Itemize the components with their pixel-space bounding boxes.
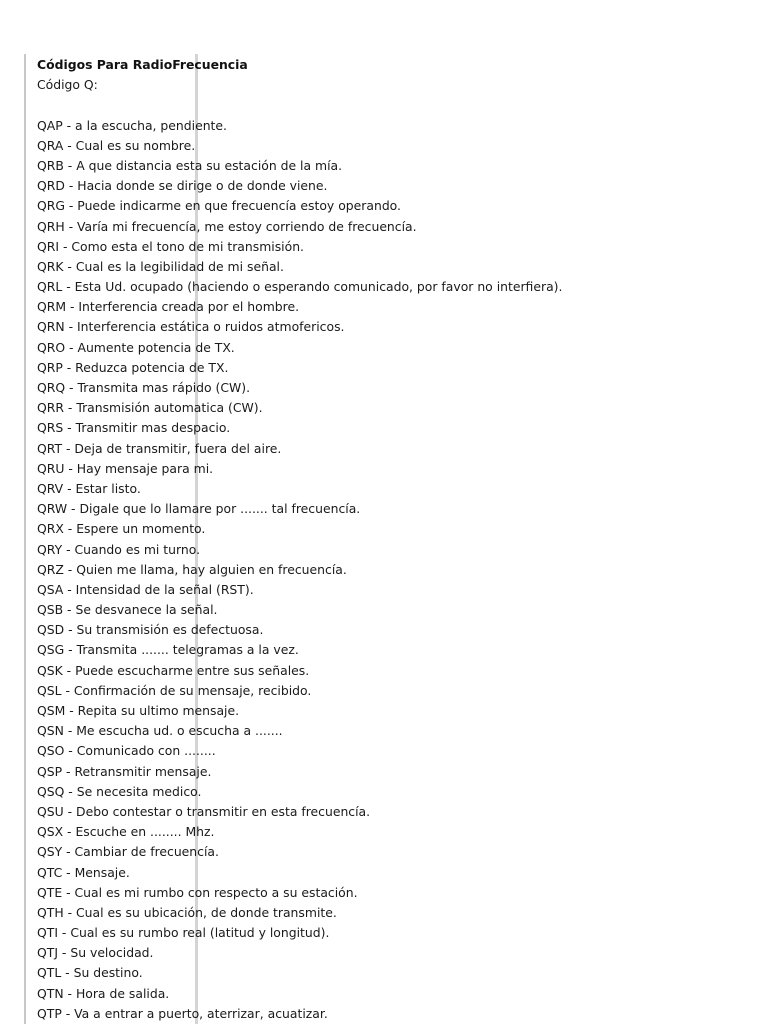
code-item: QTI - Cual es su rumbo real (latitud y longitud). <box>37 925 330 941</box>
code-item: QRN - Interferencia estática o ruidos atmofericos. <box>37 319 345 335</box>
code-item: QSU - Debo contestar o transmitir en esta frecuencía. <box>37 803 371 819</box>
code-item: QRQ - Transmita mas rápido (CW). <box>37 380 251 395</box>
code-item: QRB - A que distancia esta su estación de la mía. <box>37 157 343 173</box>
code-item: QRX - Espere un momento. <box>37 521 206 537</box>
code-item: QSQ - Se necesita medico. <box>37 783 202 799</box>
document-content <box>37 55 737 1024</box>
code-item: QTL - Su destino. <box>37 965 143 981</box>
code-item: QSD - Su transmisión es defectuosa. <box>37 622 264 638</box>
code-item: QSK - Puede escucharme entre sus señales. <box>37 662 310 678</box>
code-item: QRA - Cual es su nombre. <box>37 137 196 153</box>
code-item: QRY - Cuando es mi turno. <box>37 541 201 557</box>
document-title: Códigos Para RadioFrecuencia <box>37 57 248 72</box>
code-item: QRO - Aumente potencia de TX. <box>37 339 235 355</box>
code-item: QTH - Cual es su ubicación, de donde transmite. <box>37 904 337 920</box>
section-subtitle: Código Q: <box>37 77 98 93</box>
code-item: QSB - Se desvanece la señal. <box>37 602 218 618</box>
code-item: QTJ - Su velocidad. <box>37 945 154 961</box>
code-item: QSL - Confirmación de su mensaje, recibido. <box>37 682 312 698</box>
code-item: QRS - Transmitir mas despacio. <box>37 420 231 436</box>
code-item: QSG - Transmita ....... telegramas a la vez. <box>37 642 299 658</box>
code-item: QTN - Hora de salida. <box>37 985 170 1001</box>
code-item: QSA - Intensidad de la señal (RST). <box>37 581 254 597</box>
code-item: QTE - Cual es mi rumbo con respecto a su estación. <box>37 884 358 900</box>
code-item: QSN - Me escucha ud. o escucha a ....... <box>37 723 283 739</box>
code-item: QTC - Mensaje. <box>37 864 130 880</box>
code-item: QSY - Cambiar de frecuencía. <box>37 844 219 860</box>
code-item: QRG - Puede indicarme en que frecuencía estoy operando. <box>37 198 401 214</box>
code-item: QAP - a la escucha, pendiente. <box>37 117 227 133</box>
code-item: QSO - Comunicado con ........ <box>37 743 216 759</box>
code-item: QTP - Va a entrar a puerto, aterrizar, acuatizar. <box>37 1005 328 1021</box>
code-item: QSX - Escuche en ........ Mhz. <box>37 824 215 840</box>
code-item: QRW - Digale que lo llamare por ....... tal frecuencía. <box>37 501 361 517</box>
table-left-border <box>24 54 26 1024</box>
blank-row <box>37 95 737 115</box>
code-item: QRU - Hay mensaje para mi. <box>37 460 214 476</box>
code-list <box>37 116 737 1024</box>
code-item: QRV - Estar listo. <box>37 480 141 496</box>
code-item: QRZ - Quien me llama, hay alguien en frecuencía. <box>37 561 347 577</box>
code-item: QSP - Retransmitir mensaje. <box>37 763 212 779</box>
code-item: QRP - Reduzca potencia de TX. <box>37 359 229 375</box>
code-item: QRM - Interferencia creada por el hombre. <box>37 299 300 315</box>
code-item: QRI - Como esta el tono de mi transmisión. <box>37 238 304 254</box>
code-item: QRL - Esta Ud. ocupado (haciendo o esperando comunicado, por favor no interfiera). <box>37 279 563 295</box>
code-item: QRT - Deja de transmitir, fuera del aire. <box>37 440 282 456</box>
code-item: QRD - Hacia donde se dirige o de donde viene. <box>37 178 328 194</box>
code-item: QRH - Varía mi frecuencía, me estoy corriendo de frecuencía. <box>37 218 417 234</box>
code-item: QRR - Transmisión automatica (CW). <box>37 400 263 416</box>
code-item: QSM - Repita su ultimo mensaje. <box>37 703 240 718</box>
code-item: QRK - Cual es la legibilidad de mi señal. <box>37 258 284 274</box>
